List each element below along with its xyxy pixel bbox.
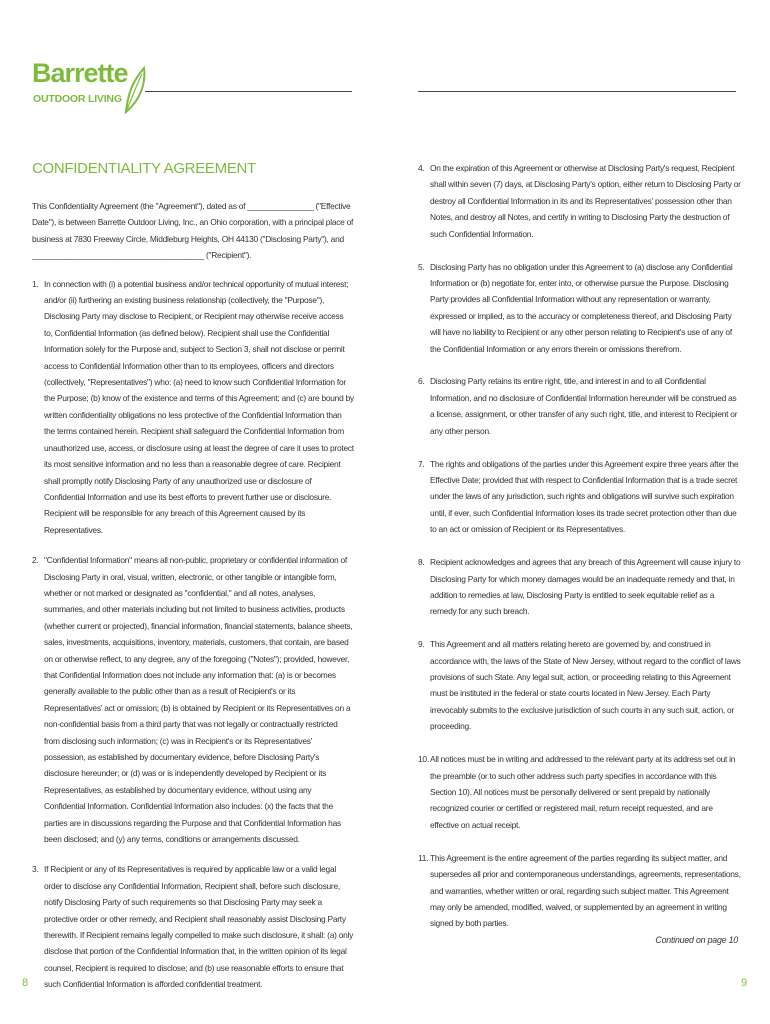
- header-rule-right: [418, 91, 736, 92]
- clause-8: [418, 554, 742, 620]
- clause-text: The rights and obligations of the parties under this Agreement expire three years after the Effective Date; provided that with respect to Confidential Information that is a trade secret under the laws of any jurisdiction, such rights and obligations will survive such expiration until, if ever, such Confidential Information loses its trade secret protection other than due to an act or omission of Recipient or its Representatives.: [430, 458, 739, 535]
- logo-tagline: OUTDOOR LIVING: [33, 93, 122, 105]
- clause-number: 5.: [418, 261, 425, 272]
- clause-text: On the expiration of this Agreement or otherwise at Disclosing Party's request, Recipient shall within seven (7) days, at Disclosing Party's option, either return to Disclosing Party or destroy all Confidential Information in its and its Representatives' possession other than Notes, and destroy all Notes, and certify in writing to Disclosing Party the destruction of such Confidential Information.: [430, 163, 741, 239]
- clause-text: This Agreement is the entire agreement of the parties regarding its subject matter, and supersedes all prior and contemporaneous understandings, agreements, representations, and warranties, whether written or oral, regarding such subject matter. This Agreement may only be amended, modified, waived, or supplemented by an agreement in writing signed by both parties.: [430, 852, 741, 929]
- clause-text: All notices must be in writing and addressed to the relevant party at its address set out in the preamble (or to such other address such party specifies in accordance with this Section 10). All notices must be personally delivered or sent prepaid by nationally recognized courier or certified or registered mail, return receipt requested, and are effective on actual receipt.: [430, 754, 736, 830]
- clause-number: 2.: [32, 555, 39, 566]
- clause-3: [32, 861, 354, 992]
- clause-number: 7.: [418, 458, 425, 469]
- page-number-right: 9: [741, 977, 748, 989]
- clause-text: Disclosing Party retains its entire right, title, and interest in and to all Confidential Information, and no disclosure of Confidential Information hereunder will be construed as a license, assignment, or other transfer of any such right, title, and interest to Recipient or any other person.: [430, 376, 738, 436]
- left-column: [32, 198, 354, 1007]
- clause-number: 10.: [418, 754, 429, 765]
- clause-text: This Agreement and all matters relating hereto are governed by, and construed in accordance with, the laws of the State of New Jersey, without regard to the conflict of laws provisions of such State. Any legal suit, action, or proceeding relating to this Agreement must be instituted in the federal or state courts located in New Jersey. Each Party irrevocably submits to the exclusive jurisdiction of such courts in any such suit, action, or proceeding.: [430, 639, 741, 732]
- leaf-icon: [124, 64, 146, 114]
- logo-wordmark: Barrette: [32, 58, 128, 88]
- clause-4: [418, 160, 742, 242]
- clause-text: "Confidential Information" means all non-public, proprietary or confidential information of Disclosing Party in oral, visual, written, electronic, or other tangible or intangible form, whether or not marked or designated as "confidential," and all notes, analyses, summaries, and other materials including but not limited to business activities, products (whether current or projected), financial information, financial statements, balance sheets, sales, investments, acquisitions, inventory, materials, customers, that contain, are based on or otherwise reflect, to any degree, any of the foregoing ("Notes"); provided, however, that Confidential Information does not include any information that: (a) is or becomes generally available to the public other than as a result of Recipient's or its Representatives' act or omission; (b) is obtained by Recipient or its Representatives on a non-confidential basis from a third party that was not legally or contractually restricted from disclosing such information; (c) was in Recipient's or its Representatives' possession, as established by documentary evidence, before Disclosing Party's disclosure hereunder; or (d) was or is independently developed by Recipient or its Representatives, as established by documentary evidence, without using any Confidential Information. Confidential Information also includes: (x) the facts that the parties are in discussions regarding the Purpose and that Confidential Information has been disclosed; and (y) any terms, conditions or arrangements discussed.: [44, 555, 353, 845]
- intro-paragraph: This Confidentiality Agreement (the "Agreement"), dated as of _______________ ("Effective Date"), is between Barrette Outdoor Living, Inc., an Ohio corporation, with a principal place of business at 7830 Freeway Circle, Middleburg Heights, OH 44130 ("Disclosing Party"), and _______________________________________ ("Recipient").: [32, 201, 354, 261]
- clause-number: 6.: [418, 376, 425, 387]
- clause-2: [32, 552, 354, 847]
- clause-number: 9.: [418, 639, 425, 650]
- clause-number: 8.: [418, 557, 425, 568]
- clause-1: [32, 276, 354, 539]
- clause-number: 1.: [32, 278, 39, 289]
- clause-5: [418, 259, 742, 357]
- clause-10: [418, 751, 742, 833]
- clause-text: Disclosing Party has no obligation under this Agreement to (a) disclose any Confidential Information or (b) negotiate for, enter into, or otherwise pursue the Purpose. Disclosing Party provides all Confidential Information without any representation or warranty, expressed or implied, as to the accuracy or completeness thereof, and Disclosing Party will have no liability to Recipient or any other person relating to Recipient's use of any of the Confidential Information or any errors therein or omissions therefrom.: [430, 261, 733, 354]
- clause-6: [418, 373, 742, 439]
- right-column: [418, 160, 742, 948]
- clause-number: 3.: [32, 864, 39, 875]
- header-rule-left: [145, 91, 352, 92]
- clause-text: If Recipient or any of its Representatives is required by applicable law or a valid legal order to disclose any Confidential Information, Recipient shall, before such disclosure, notify Disclosing Party of such requirements so that Disclosing Party may seek a protective order or other remedy, and Recipient shall reasonably assist Disclosing Party therewith. If Recipient remains legally compelled to make such disclosure, it shall: (a) only disclose that portion of the Confidential Information that, in the written opinion of its legal counsel, Recipient is required to disclose; and (b) use reasonable efforts to ensure that such Confidential Information is afforded confidential treatment.: [44, 864, 354, 990]
- page-number-left: 8: [22, 977, 29, 989]
- clause-7: [418, 456, 742, 538]
- clause-text: Recipient acknowledges and agrees that any breach of this Agreement will cause injury to Disclosing Party for which money damages would be an inadequate remedy and that, in addition to remedies at law, Disclosing Party is entitled to seek equitable relief as a remedy for any such breach.: [430, 557, 741, 617]
- continued-note: Continued on page 10: [655, 935, 738, 945]
- clause-text: In connection with (i) a potential business and/or technical opportunity of mutual interest; and/or (ii) furthering an existing business relationship (collectively, the "Purpose"), Disclosing Party may disclose to Recipient, or Recipient may otherwise receive access to, Confidential Information (as defined below). Recipient shall use the Confidential Information solely for the Purpose and, subject to Section 3, shall not disclose or permit access to Confidential Information other than to its employees, officers and directors (collectively, "Representatives") who: (a) need to know such Confidential Information for the Purpose; (b) know of the existence and terms of this Agreement; and (c) are bound by written confidentiality obligations no less protective of the Confidential Information than the terms contained herein. Recipient shall safeguard the Confidential Information from unauthorized use, access, or disclosure using at least the degree of care it uses to protect its most sensitive information and no less than a reasonable degree of care. Recipient shall promptly notify Disclosing Party of any unauthorized use or disclosure of Confidential Information and use its best efforts to prevent further use or disclosure. Recipient will be responsible for any breach of this Agreement caused by its Representatives.: [44, 278, 354, 535]
- clause-number: 11.: [418, 852, 429, 863]
- document-title: CONFIDENTIALITY AGREEMENT: [32, 160, 256, 177]
- clause-9: [418, 636, 742, 734]
- clause-number: 4.: [418, 163, 425, 173]
- brand-logo: [32, 58, 142, 120]
- clause-11: [418, 850, 742, 932]
